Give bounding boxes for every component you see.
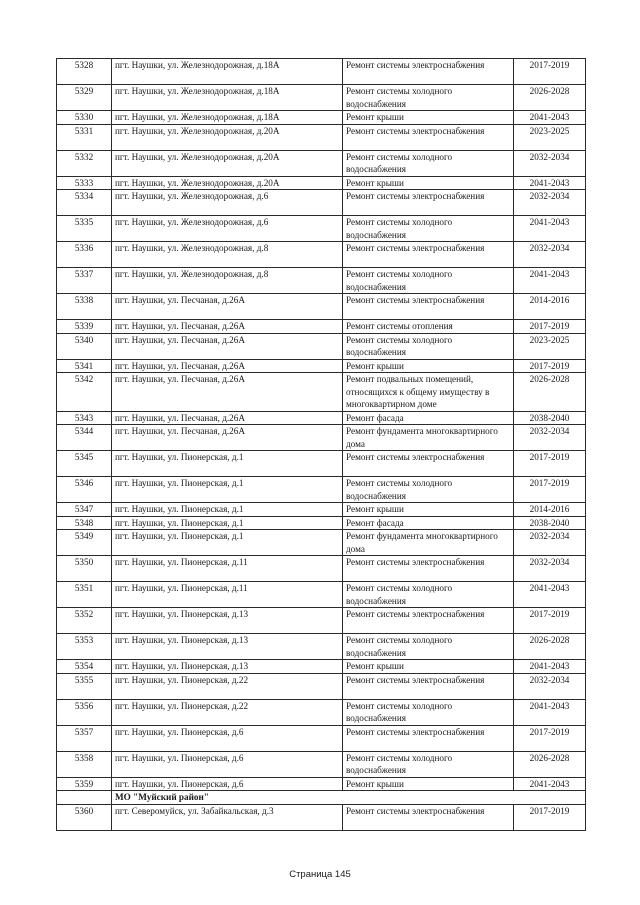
row-period: 2017-2019 (514, 451, 586, 477)
row-period: 2017-2019 (514, 320, 586, 334)
row-address: пгт. Наушки, ул. Железнодорожная, д.20А (112, 176, 343, 190)
row-work-type: Ремонт крыши (343, 359, 514, 373)
row-period: 2017-2019 (514, 477, 586, 503)
row-number: 5336 (57, 242, 112, 268)
row-work-type: Ремонт подвальных помещений, относящихся к общему имуществу в многоквартирном доме (343, 373, 514, 412)
row-address: пгт. Наушки, ул. Пионерская, д.22 (112, 699, 343, 725)
row-number: 5357 (57, 725, 112, 751)
table-row (57, 608, 586, 634)
table-row (57, 556, 586, 582)
table-row (57, 673, 586, 699)
row-number: 5343 (57, 411, 112, 425)
row-work-type: Ремонт крыши (343, 111, 514, 125)
table-row (57, 150, 586, 176)
row-period: 2017-2019 (514, 725, 586, 751)
row-work-type: Ремонт системы холодного водоснабжения (343, 699, 514, 725)
row-address: пгт. Наушки, ул. Железнодорожная, д.18А (112, 59, 343, 85)
table-row (57, 582, 586, 608)
row-number: 5360 (57, 804, 112, 830)
row-number: 5331 (57, 124, 112, 150)
row-period: 2026-2028 (514, 85, 586, 111)
row-address: пгт. Наушки, ул. Железнодорожная, д.18А (112, 85, 343, 111)
table-row (57, 359, 586, 373)
row-number: 5350 (57, 556, 112, 582)
row-address: пгт. Наушки, ул. Песчаная, д.26А (112, 411, 343, 425)
row-period: 2026-2028 (514, 373, 586, 412)
table-row (57, 320, 586, 334)
row-work-type: Ремонт фасада (343, 411, 514, 425)
table-row (57, 294, 586, 320)
row-work-type: Ремонт системы холодного водоснабжения (343, 751, 514, 777)
table-row (57, 699, 586, 725)
row-number: 5347 (57, 503, 112, 517)
table-row (57, 451, 586, 477)
row-number: 5340 (57, 333, 112, 359)
row-number: 5354 (57, 660, 112, 674)
row-address: пгт. Наушки, ул. Железнодорожная, д.6 (112, 216, 343, 242)
row-period: 2014-2016 (514, 294, 586, 320)
row-period: 2041-2043 (514, 582, 586, 608)
row-period: 2014-2016 (514, 503, 586, 517)
row-number: 5329 (57, 85, 112, 111)
row-address: пгт. Наушки, ул. Песчаная, д.26А (112, 425, 343, 451)
section-num-cell (57, 791, 112, 805)
row-number: 5328 (57, 59, 112, 85)
table-row (57, 190, 586, 216)
row-period: 2017-2019 (514, 608, 586, 634)
row-number: 5345 (57, 451, 112, 477)
row-period: 2038-2040 (514, 411, 586, 425)
row-period: 2041-2043 (514, 660, 586, 674)
row-period: 2032-2034 (514, 530, 586, 556)
table-body (57, 59, 586, 831)
row-number: 5333 (57, 176, 112, 190)
row-address: пгт. Наушки, ул. Железнодорожная, д.20А (112, 124, 343, 150)
row-work-type: Ремонт системы электроснабжения (343, 190, 514, 216)
table-row (57, 751, 586, 777)
row-address: пгт. Наушки, ул. Пионерская, д.1 (112, 477, 343, 503)
row-address: пгт. Наушки, ул. Пионерская, д.1 (112, 503, 343, 517)
row-number: 5339 (57, 320, 112, 334)
row-period: 2017-2019 (514, 359, 586, 373)
row-number: 5341 (57, 359, 112, 373)
row-number: 5356 (57, 699, 112, 725)
row-number: 5355 (57, 673, 112, 699)
repair-schedule-table (56, 58, 586, 831)
row-period: 2041-2043 (514, 268, 586, 294)
row-period: 2041-2043 (514, 176, 586, 190)
row-number: 5330 (57, 111, 112, 125)
row-number: 5342 (57, 373, 112, 412)
table-row (57, 176, 586, 190)
row-work-type: Ремонт системы электроснабжения (343, 451, 514, 477)
row-period: 2017-2019 (514, 59, 586, 85)
row-address: пгт. Наушки, ул. Пионерская, д.6 (112, 725, 343, 751)
row-work-type: Ремонт системы электроснабжения (343, 242, 514, 268)
row-period: 2032-2034 (514, 242, 586, 268)
row-number: 5348 (57, 516, 112, 530)
row-address: пгт. Наушки, ул. Песчаная, д.26А (112, 333, 343, 359)
row-number: 5338 (57, 294, 112, 320)
table-row (57, 804, 586, 830)
row-work-type: Ремонт крыши (343, 503, 514, 517)
section-title: МО "Муйский район" (112, 791, 586, 805)
row-address: пгт. Наушки, ул. Пионерская, д.1 (112, 516, 343, 530)
row-address: пгт. Наушки, ул. Пионерская, д.1 (112, 530, 343, 556)
row-number: 5346 (57, 477, 112, 503)
table-row (57, 333, 586, 359)
row-address: пгт. Наушки, ул. Железнодорожная, д.20А (112, 150, 343, 176)
row-address: пгт. Наушки, ул. Пионерская, д.22 (112, 673, 343, 699)
row-work-type: Ремонт системы электроснабжения (343, 608, 514, 634)
table-row (57, 634, 586, 660)
row-address: пгт. Наушки, ул. Железнодорожная, д.6 (112, 190, 343, 216)
row-address: пгт. Наушки, ул. Пионерская, д.13 (112, 608, 343, 634)
row-work-type: Ремонт системы электроснабжения (343, 673, 514, 699)
row-address: пгт. Наушки, ул. Песчаная, д.26А (112, 294, 343, 320)
row-period: 2038-2040 (514, 516, 586, 530)
row-address: пгт. Наушки, ул. Песчаная, д.26А (112, 359, 343, 373)
row-work-type: Ремонт системы холодного водоснабжения (343, 634, 514, 660)
table-row (57, 516, 586, 530)
row-work-type: Ремонт системы электроснабжения (343, 59, 514, 85)
row-address: пгт. Наушки, ул. Песчаная, д.26А (112, 373, 343, 412)
row-number: 5344 (57, 425, 112, 451)
table-row (57, 85, 586, 111)
table-row (57, 124, 586, 150)
table-row (57, 59, 586, 85)
row-period: 2032-2034 (514, 150, 586, 176)
row-work-type: Ремонт системы холодного водоснабжения (343, 582, 514, 608)
row-work-type: Ремонт системы электроснабжения (343, 804, 514, 830)
row-address: пгт. Наушки, ул. Пионерская, д.11 (112, 556, 343, 582)
row-work-type: Ремонт системы холодного водоснабжения (343, 85, 514, 111)
table-row (57, 111, 586, 125)
row-period: 2041-2043 (514, 777, 586, 791)
row-work-type: Ремонт системы холодного водоснабжения (343, 477, 514, 503)
row-number: 5335 (57, 216, 112, 242)
row-period: 2017-2019 (514, 804, 586, 830)
row-address: пгт. Наушки, ул. Железнодорожная, д.18А (112, 111, 343, 125)
row-period: 2041-2043 (514, 699, 586, 725)
row-address: пгт. Наушки, ул. Пионерская, д.6 (112, 777, 343, 791)
row-work-type: Ремонт крыши (343, 176, 514, 190)
table-row (57, 660, 586, 674)
row-number: 5359 (57, 777, 112, 791)
row-address: пгт. Северомуйск, ул. Забайкальская, д.3 (112, 804, 343, 830)
table-row (57, 216, 586, 242)
row-work-type: Ремонт фундамента многоквартирного дома (343, 530, 514, 556)
row-period: 2023-2025 (514, 333, 586, 359)
row-work-type: Ремонт системы электроснабжения (343, 124, 514, 150)
row-period: 2032-2034 (514, 556, 586, 582)
row-work-type: Ремонт крыши (343, 777, 514, 791)
page-number: Страница 145 (289, 869, 351, 880)
row-address: пгт. Наушки, ул. Железнодорожная, д.8 (112, 242, 343, 268)
row-address: пгт. Наушки, ул. Пионерская, д.6 (112, 751, 343, 777)
row-period: 2032-2034 (514, 190, 586, 216)
table-row (57, 777, 586, 791)
row-work-type: Ремонт системы холодного водоснабжения (343, 216, 514, 242)
row-work-type: Ремонт системы отопления (343, 320, 514, 334)
table-row (57, 242, 586, 268)
table-row (57, 268, 586, 294)
row-address: пгт. Наушки, ул. Пионерская, д.13 (112, 660, 343, 674)
row-work-type: Ремонт системы холодного водоснабжения (343, 150, 514, 176)
row-number: 5337 (57, 268, 112, 294)
row-number: 5352 (57, 608, 112, 634)
row-number: 5351 (57, 582, 112, 608)
row-work-type: Ремонт фасада (343, 516, 514, 530)
row-number: 5332 (57, 150, 112, 176)
row-address: пгт. Наушки, ул. Железнодорожная, д.8 (112, 268, 343, 294)
table-row (57, 425, 586, 451)
row-number: 5358 (57, 751, 112, 777)
row-number: 5353 (57, 634, 112, 660)
row-address: пгт. Наушки, ул. Пионерская, д.11 (112, 582, 343, 608)
row-period: 2041-2043 (514, 216, 586, 242)
row-period: 2041-2043 (514, 111, 586, 125)
row-work-type: Ремонт системы электроснабжения (343, 725, 514, 751)
row-number: 5349 (57, 530, 112, 556)
table-row (57, 411, 586, 425)
table-row (57, 503, 586, 517)
row-work-type: Ремонт системы электроснабжения (343, 556, 514, 582)
table-row (57, 373, 586, 412)
row-work-type: Ремонт крыши (343, 660, 514, 674)
row-period: 2032-2034 (514, 425, 586, 451)
table-row (57, 477, 586, 503)
table-row (57, 725, 586, 751)
row-period: 2026-2028 (514, 634, 586, 660)
row-period: 2023-2025 (514, 124, 586, 150)
section-row (57, 791, 586, 805)
table-row (57, 530, 586, 556)
row-period: 2032-2034 (514, 673, 586, 699)
row-work-type: Ремонт системы холодного водоснабжения (343, 268, 514, 294)
row-address: пгт. Наушки, ул. Пионерская, д.13 (112, 634, 343, 660)
row-period: 2026-2028 (514, 751, 586, 777)
row-work-type: Ремонт системы электроснабжения (343, 294, 514, 320)
row-work-type: Ремонт системы холодного водоснабжения (343, 333, 514, 359)
row-number: 5334 (57, 190, 112, 216)
row-address: пгт. Наушки, ул. Пионерская, д.1 (112, 451, 343, 477)
row-address: пгт. Наушки, ул. Песчаная, д.26А (112, 320, 343, 334)
row-work-type: Ремонт фундамента многоквартирного дома (343, 425, 514, 451)
